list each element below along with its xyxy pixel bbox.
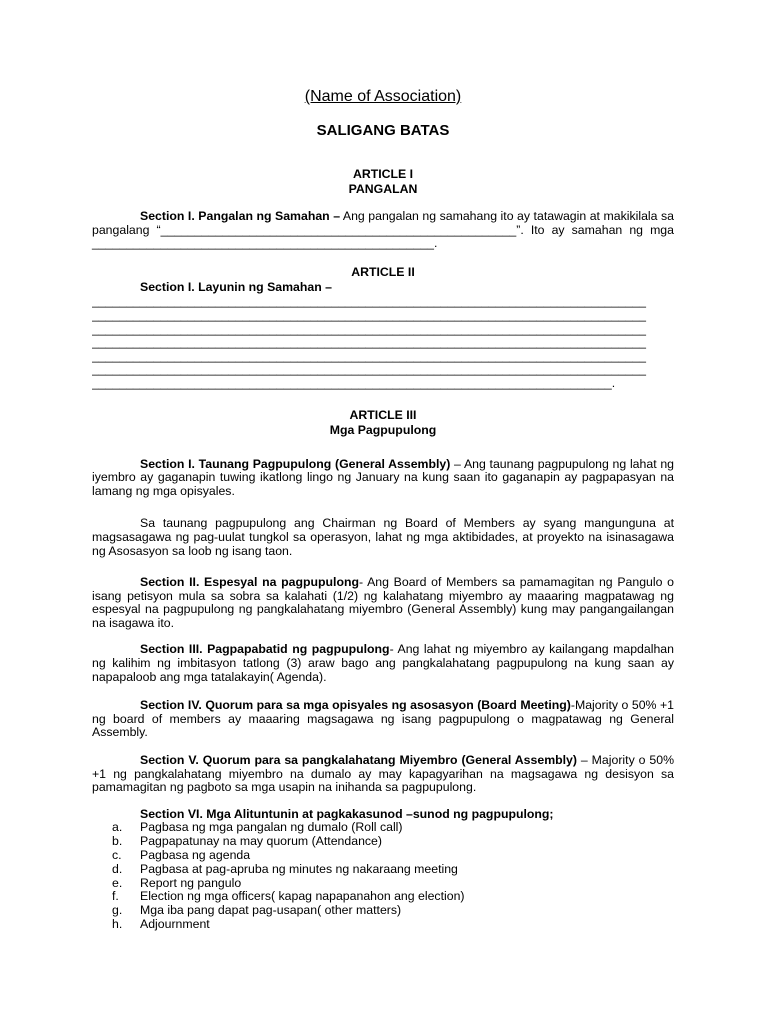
article-3-section-2 [92, 576, 674, 630]
agenda-text: Mga iba pang dapat pag-usapan( other matters) [140, 903, 402, 918]
blank-line: _________________________________________________________________________________ [92, 295, 646, 309]
section-text: - Ang lahat ng miyembro ay kailangang mapdalhan ng kalihim ng imbitasyon tatlong (3) araw bago ang pangkalahatang pagpupulong na kung saan ay napapaloob ang mga tatalakayin( Agenda). [92, 642, 674, 684]
section-title: Section IV. Quorum para sa mga opisyales ng asosasyon (Board Meeting) [140, 698, 571, 713]
article-3-subheading: Mga Pagpupulong [329, 422, 437, 437]
blank-line: _________________________________________________________________________________ [92, 336, 646, 350]
article-2-section-1-title: Section I. Layunin ng Samahan – [140, 279, 333, 294]
agenda-text: Pagbasa at pag-apruba ng minutes ng nakaraang meeting [140, 861, 458, 876]
article-3-section-1 [92, 458, 674, 499]
agenda-text: Pagbasa ng agenda [140, 848, 251, 862]
agenda-item [92, 890, 674, 904]
section-text: Ang taunang pagpupulong ng lahat ng iyembro ay gaganapin tuwing ikatlong lingo ng January na kung saan ito gaganapin ay pagpapasyan na lamang ng mga opisyales. [92, 456, 675, 498]
agenda-text: Pagpapatunay na may quorum (Attendance) [140, 834, 382, 849]
agenda-marker: e. [112, 875, 123, 890]
agenda-text: Election ng mga officers( kapag napapanahon ang election) [140, 889, 465, 904]
agenda-item [92, 849, 674, 863]
dash: – [450, 456, 461, 471]
association-name-blank: ____________________________________________________ [160, 222, 517, 237]
article-2-heading: ARTICLE II [351, 264, 415, 279]
period: . [433, 236, 438, 251]
agenda-marker: g. [112, 903, 123, 918]
purpose-blank-lines [92, 295, 674, 390]
agenda-text: Adjournment [140, 916, 210, 931]
agenda-item [92, 863, 674, 877]
article-3-section-5 [92, 754, 674, 795]
agenda-marker: d. [112, 861, 123, 876]
article-1 [92, 167, 674, 251]
section-text: - Ang Board of Members sa pamamagitan ng Pangulo o isang petisyon mula sa sobra sa kalahati (1/2) ng kalahatang miyembro ay maaaring magpatawag ng espesyal na pagpupulong ng pangkalahatang miyembro (General Assembly) kung may pangangailangan na isagawa ito. [92, 575, 674, 630]
agenda-item [92, 835, 674, 849]
article-3-section-3 [92, 643, 674, 684]
document-title: SALIGANG BATAS [316, 122, 450, 139]
article-3-section-6-title: Section VI. Mga Alituntunin at pagkakasunod –sunod ng pagpupulong; [140, 806, 554, 821]
article-1-subheading: PANGALAN [348, 182, 418, 196]
blank-line: ____________________________________________________________________________. [92, 376, 616, 390]
agenda-marker: c. [112, 848, 122, 862]
article-3 [92, 408, 674, 932]
article-3-heading: ARTICLE III [349, 407, 417, 422]
agenda-item [92, 821, 674, 835]
dash: – [577, 753, 588, 768]
agenda-text: Report ng pangulo [140, 875, 242, 890]
agenda-item [92, 904, 674, 918]
section-text: ”. Ito ay samahan ng mga [516, 222, 674, 237]
association-name: (Name of Association) [304, 88, 462, 105]
chairman-paragraph: Sa taunang pagpupulong ang Chairman ng Board of Members ay syang mangunguna at magsasagawa ng pag-uulat tungkol sa operasyon, lahat ng mga aktibidades, at proyekto na isinasagawa ng Asosasyon sa loob ng isang taon. [92, 516, 674, 558]
agenda-item [92, 877, 674, 891]
section-title: Section V. Quorum para sa pangkalahatang Miyembro (General Assembly) [140, 753, 577, 768]
agenda-marker: b. [112, 834, 123, 849]
agenda-marker: f. [112, 889, 119, 904]
document-page [92, 86, 674, 932]
section-text: -Majority o 50% +1 ng board of members ay maaaring magsagawa ng isang pagpupulong o magpatawag ng General Assembly. [92, 698, 674, 740]
section-text: Ang pangalan ng samahang ito ay tatawagin at makikilala sa pangalang “ [92, 209, 674, 237]
agenda-list [92, 821, 674, 931]
members-blank: __________________________________________________ [92, 236, 434, 251]
article-1-heading: ARTICLE I [352, 167, 414, 181]
section-title: Section I. Pangalan ng Samahan – [140, 209, 341, 223]
agenda-item [92, 918, 674, 932]
section-text: Majority o 50% +1 ng pangkalahatang miyembro na dumalo ay may kapagyarihan na magsagawa ng desisyon sa pamamagitan ng pagboto sa mga usapin na inihanda sa pagpupulong. [92, 753, 674, 795]
article-3-section-4 [92, 699, 674, 740]
agenda-marker: a. [112, 820, 123, 835]
section-title: Section II. Espesyal na pagpupulong [140, 575, 359, 590]
agenda-marker: h. [112, 916, 123, 931]
section-title: Section I. Taunang Pagpupulong (General Assembly) [140, 456, 451, 471]
blank-line: _________________________________________________________________________________ [92, 349, 646, 363]
blank-line: _________________________________________________________________________________ [92, 363, 646, 377]
blank-line: _________________________________________________________________________________ [92, 322, 646, 336]
agenda-text: Pagbasa ng mga pangalan ng dumalo (Roll call) [140, 820, 403, 835]
article-1-section-1 [92, 210, 674, 251]
article-2 [92, 265, 674, 391]
blank-line: _________________________________________________________________________________ [92, 308, 646, 322]
section-title: Section III. Pagpapabatid ng pagpupulong [140, 642, 390, 657]
